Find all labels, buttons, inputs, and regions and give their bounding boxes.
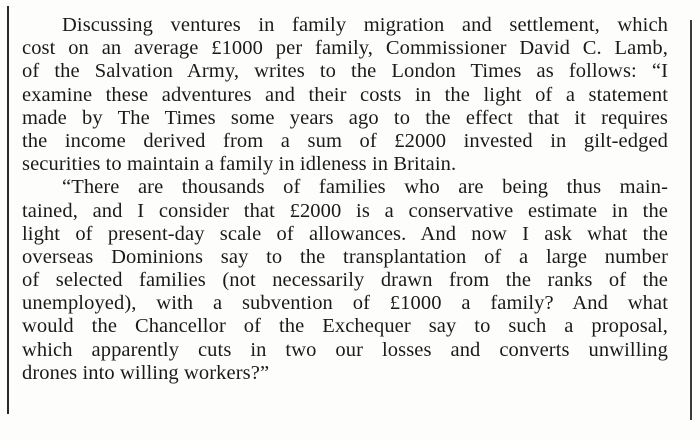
right-column-rule bbox=[690, 20, 692, 420]
text-line: would the Chancellor of the Exchequer say to such a proposal, bbox=[22, 315, 668, 338]
text-line: of selected families (not necessarily drawn from the ranks of the bbox=[22, 269, 668, 292]
text-line: unemployed), with a subvention of £1000 a family? And what bbox=[22, 292, 668, 315]
text-line: light of present-day scale of allowances. And now I ask what the bbox=[22, 222, 668, 245]
text-line: of the Salvation Army, writes to the London Times as follows: “I bbox=[22, 60, 668, 83]
text-line: which apparently cuts in two our losses and converts unwilling bbox=[22, 338, 668, 361]
left-column-rule bbox=[7, 6, 9, 414]
text-line: “There are thousands of families who are being thus main- bbox=[62, 176, 668, 199]
text-line: cost on an average £1000 per family, Commissioner David C. Lamb, bbox=[22, 37, 668, 60]
text-line: tained, and I consider that £2000 is a conservative estimate in the bbox=[22, 199, 668, 222]
text-line: the income derived from a sum of £2000 invested in gilt-edged bbox=[22, 129, 668, 152]
text-line: overseas Dominions say to the transplantation of a large number bbox=[22, 245, 668, 268]
paragraph-2 bbox=[22, 176, 668, 385]
text-line: drones into willing workers?” bbox=[22, 361, 270, 384]
text-line: made by The Times some years ago to the effect that it requires bbox=[22, 106, 668, 129]
article-body bbox=[22, 14, 668, 385]
text-line: Discussing ventures in family migration and settlement, which bbox=[62, 14, 668, 36]
paragraph-1 bbox=[22, 14, 668, 176]
text-line: examine these adventures and their costs in the light of a statement bbox=[22, 83, 668, 106]
text-line: securities to maintain a family in idleness in Britain. bbox=[22, 153, 457, 176]
